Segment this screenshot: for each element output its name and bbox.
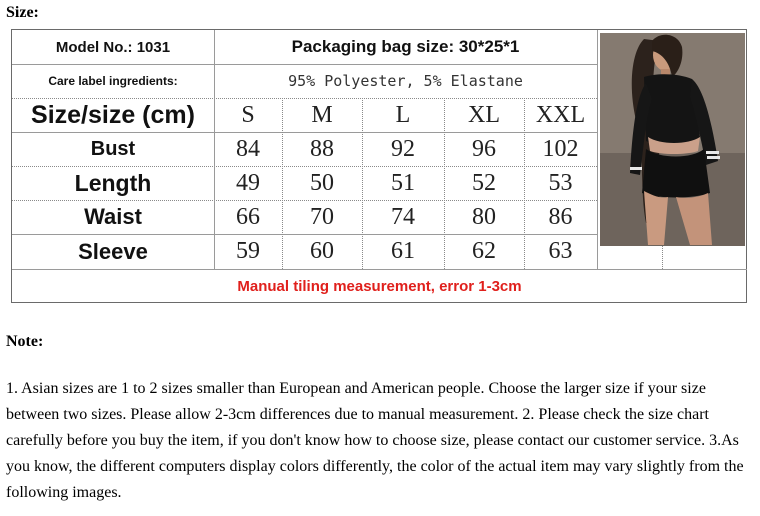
model-wearing-outfit-image — [600, 33, 745, 246]
table-cell: 80 — [472, 203, 496, 230]
grid-line — [597, 30, 598, 269]
table-cell: 88 — [310, 135, 334, 162]
size-column-header: Size/size (cm) — [31, 100, 195, 129]
table-cell: 53 — [548, 169, 573, 196]
table-cell: 63 — [548, 238, 573, 264]
note-title: Note: — [6, 333, 44, 350]
table-cell: 61 — [391, 238, 415, 264]
note-body: 1. Asian sizes are 1 to 2 sizes smaller than European and American people. Choose the larger size if your size between two sizes. Please allow 2-3cm differences due to manual measurement. 2. Please check the size chart carefully before you buy the item, if you don't know how to choose size, please contact our customer service. 3.As you know, the different computers display colors differently, the color of the actual item may vary slightly from the following images. — [6, 380, 744, 501]
row-label-length: Length — [74, 169, 152, 196]
table-cell: 49 — [236, 169, 260, 196]
table-cell: 70 — [310, 203, 334, 230]
size-header-xl: XL — [468, 101, 500, 128]
size-header-m: M — [311, 101, 333, 128]
grid-line — [662, 246, 663, 269]
table-cell: 50 — [310, 169, 334, 196]
packaging-size: Packaging bag size: 30*25*1 — [291, 37, 520, 56]
table-cell: 86 — [548, 203, 573, 230]
table-cell: 102 — [542, 135, 579, 162]
table-cell: 52 — [472, 169, 496, 196]
fabric-ingredients: 95% Polyester, 5% Elastane — [288, 72, 523, 90]
table-cell: 74 — [391, 203, 415, 230]
table-cell: 60 — [310, 238, 334, 264]
table-cell: 92 — [391, 135, 415, 162]
measurement-error-note: Manual tiling measurement, error 1-3cm — [237, 277, 522, 295]
product-photo — [600, 33, 745, 246]
size-heading: Size: — [6, 4, 39, 21]
size-header-xxl: XXL — [535, 101, 586, 128]
table-cell: 62 — [472, 238, 496, 264]
table-cell: 59 — [236, 238, 260, 264]
care-label-title: Care label ingredients: — [48, 74, 178, 88]
row-label-waist: Waist — [84, 204, 142, 229]
table-cell: 84 — [236, 135, 260, 162]
table-cell: 51 — [391, 169, 415, 196]
row-label-bust: Bust — [90, 137, 136, 160]
table-cell: 96 — [472, 135, 496, 162]
row-label-sleeve: Sleeve — [78, 238, 148, 264]
table-cell: 66 — [236, 203, 260, 230]
size-header-s: S — [241, 101, 255, 128]
size-chart — [11, 29, 747, 303]
model-number: Model No.: 1031 — [55, 38, 171, 56]
size-header-l: L — [395, 101, 411, 128]
